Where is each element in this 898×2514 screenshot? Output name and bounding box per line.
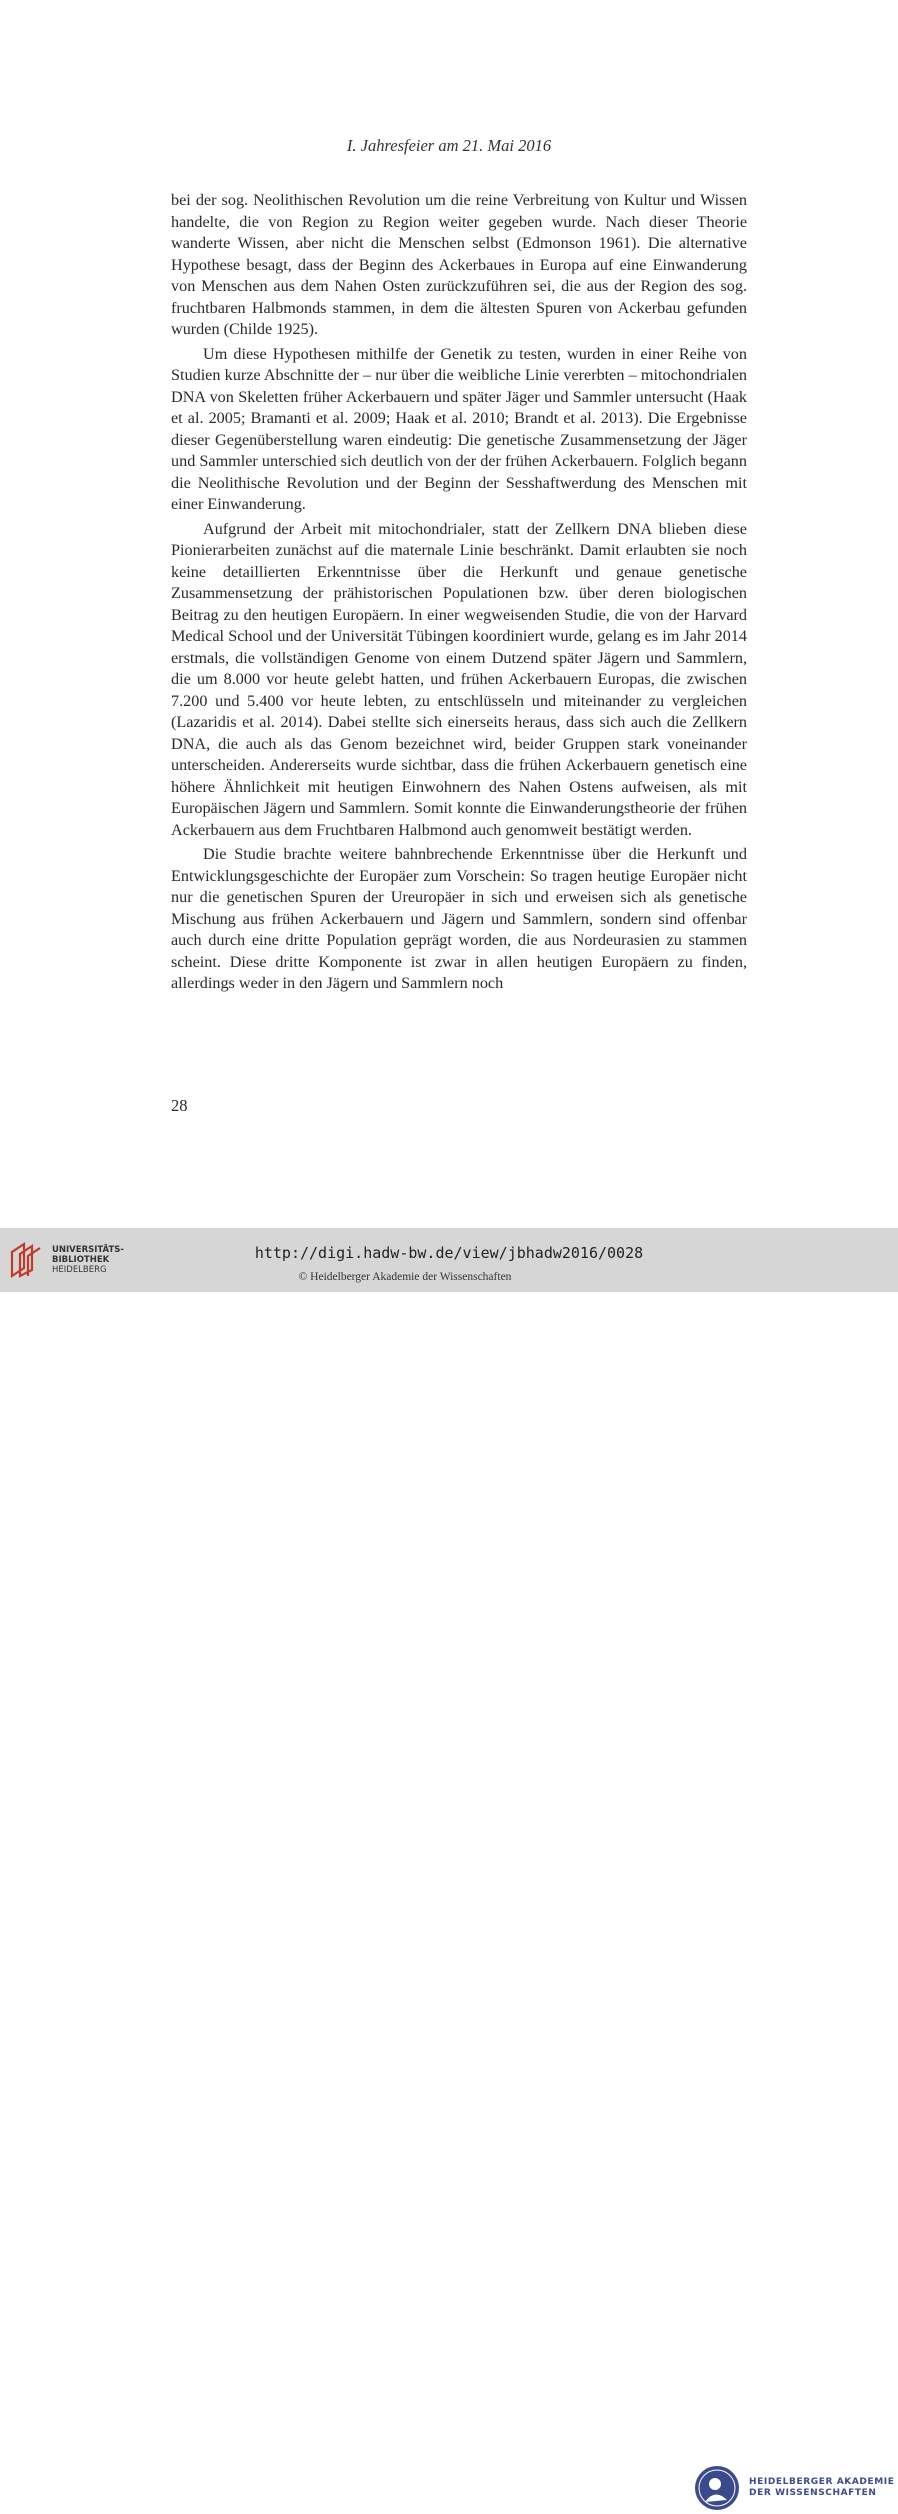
paragraph-1: bei der sog. Neolithischen Revolution um die reine Verbreitung von Kultur und Wissen handelte, die von Region zu Region weiter gegeben wurde. Nach dieser Theorie wanderte Wissen, aber nicht die Menschen selbst (Edmonson 1961). Die alternative Hypothese besagt, dass der Beginn des Ackerbaues in Europa auf eine Einwanderung von Menschen aus dem Nahen Osten zurückzuführen sei, die aus der Region des sog. fruchtbaren Halbmonds stammen, in dem die ältesten Spuren von Ackerbau gefunden wurden (Childe 1925). <box>171 191 747 338</box>
paragraph-3: Aufgrund der Arbeit mit mitochondrialer, statt der Zellkern DNA blieben diese Pionierarbeiten zunächst auf die maternale Linie beschränkt. Damit erlaubten sie noch keine detaillierten Erkenntnisse über die Herkunft und genaue genetische Zusammensetzung der prähistorischen Populationen bzw. über deren biologischen Beitrag zu den heutigen Europäern. In einer wegweisenden Studie, die von der Harvard Medical School und der Universität Tübingen koordiniert wurde, gelang es im Jahr 2014 erstmals, die vollständigen Genome von einem Dutzend später Jägern und Sammlern, die um 8.000 vor heute gelebt hatten, und frühen Ackerbauern Europas, die zwischen 7.200 und 5.400 vor heute lebten, zu entschlüsseln und miteinander zu vergleichen (Lazaridis et al. 2014). Dabei stellte sich einerseits heraus, dass sich auch die Zellkern DNA, die auch als das Genom bezeichnet wird, beider Gruppen stark voneinander unterscheiden. Andererseits wurde sichtbar, dass die frühen Ackerbauern genetisch eine höhere Ähnlichkeit mit heutigen Einwohnern des Nahen Ostens aufweisen, als mit Europäischen Jägern und Sammlern. Somit konnte die Einwanderungstheorie der frühen Ackerbauern aus dem Fruchtbaren Halbmond auch genomweit bestätigt werden. <box>171 519 747 839</box>
running-title: I. Jahresfeier am 21. Mai 2016 <box>346 136 552 155</box>
permalink-url[interactable]: http://digi.hadw-bw.de/view/jbhadw2016/0028 <box>254 1244 644 1262</box>
academy-seal-icon <box>693 2464 741 2512</box>
body-text <box>171 190 747 995</box>
hadw-logo-text: HEIDELBERGER AKADEMIE DER WISSENSCHAFTEN <box>749 2477 895 2498</box>
paragraph-4: Die Studie brachte weitere bahnbrechende Erkenntnisse über die Herkunft und Entwicklungsgeschichte der Europäer zum Vorschein: So tragen heutige Europäer nicht nur die genetischen Spuren der Ureuropäer in sich und erweisen sich als genetische Mischung aus frühen Ackerbauern und Jägern und Sammlern, sondern sind offenbar auch durch eine dritte Population geprägt worden, die aus Nordeurasien zu stammen scheint. Diese dritte Komponente ist zwar in allen heutigen Europäern zu finden, allerdings weder in den Jägern und Sammlern noch <box>171 845 747 992</box>
paragraph-2: Um diese Hypothesen mithilfe der Genetik zu testen, wurden in einer Reihe von Studien kurze Abschnitte der – nur über die weibliche Linie vererbten – mitochondrialen DNA von Skeletten früher Ackerbauern und später Jäger und Sammler untersucht (Haak et al. 2005; Bramanti et al. 2009; Haak et al. 2010; Brandt et al. 2013). Die Ergebnisse dieser Gegenüberstellung waren eindeutig: Die genetische Zusammensetzung der Jäger und Sammler unterschied sich deutlich von der der frühen Ackerbauern. Folglich begann die Neolithische Revolution und der Beginn der Sesshaftwerdung des Menschen mit einer Einwanderung. <box>171 344 747 513</box>
copyright-notice: © Heidelberger Akademie der Wissenschaften <box>298 1271 512 1283</box>
page-number: 28 <box>171 1096 188 1115</box>
ub-logo-text: UNIVERSITÄTS- BIBLIOTHEK HEIDELBERG <box>52 1245 124 1275</box>
document-page <box>0 0 898 1228</box>
hadw-logo[interactable] <box>693 2462 895 2514</box>
